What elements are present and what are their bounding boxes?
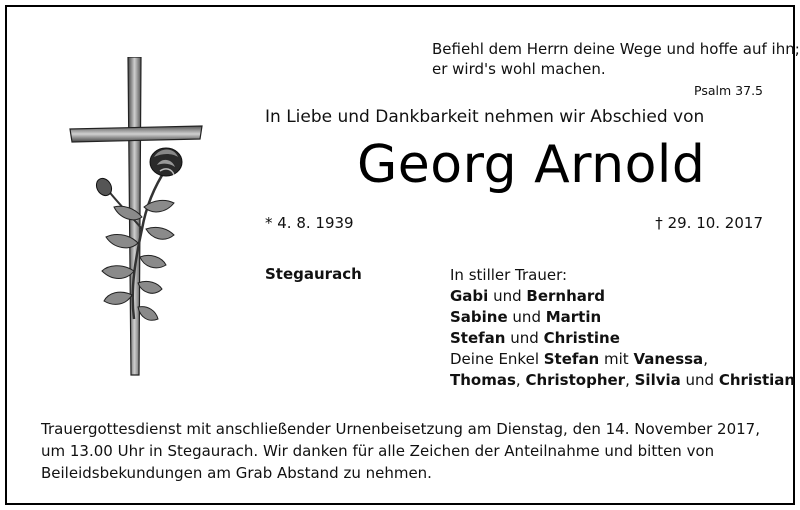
connector-text: und: [680, 371, 719, 389]
rose-icon: [150, 148, 182, 176]
intro-text: In Liebe und Dankbarkeit nehmen wir Abschied von: [265, 107, 705, 127]
mourner-name: Bernhard: [526, 287, 606, 305]
motto-line: Befiehl dem Herrn deine Wege und hoffe auf ihn;: [432, 40, 800, 58]
connector-text: und: [488, 287, 527, 305]
mourner-name: Martin: [545, 308, 602, 326]
birth-date: * 4. 8. 1939: [265, 214, 354, 232]
connector-text: und: [505, 329, 544, 347]
mourners-list: [450, 265, 795, 391]
connector-text: ,: [703, 350, 708, 368]
mourner-name: Christopher: [525, 371, 626, 389]
connector-text: und: [507, 308, 546, 326]
place-name: Stegaurach: [265, 265, 362, 283]
notice-line: Beileidsbekundungen am Grab Abstand zu nehmen.: [41, 464, 432, 482]
connector-text: Deine Enkel: [450, 350, 544, 368]
mourner-line: [450, 307, 795, 328]
mourner-name: Thomas: [450, 371, 516, 389]
mourner-name: Silvia: [634, 371, 681, 389]
mourner-name: Sabine: [450, 308, 508, 326]
mourner-line: [450, 286, 795, 307]
service-notice: [41, 418, 760, 484]
mourners-heading: In stiller Trauer:: [450, 266, 568, 284]
obituary-frame: [5, 5, 800, 505]
notice-line: um 13.00 Uhr in Stegaurach. Wir danken für alle Zeichen der Anteilnahme und bitten von: [41, 442, 715, 460]
mourner-name: Christine: [543, 329, 620, 347]
motto-line: er wird's wohl machen.: [432, 60, 606, 78]
connector-text: ,: [625, 371, 635, 389]
connector-text: mit: [599, 350, 634, 368]
motto-quote: [432, 39, 800, 79]
mourner-line: [450, 328, 795, 349]
mourner-name: Vanessa: [633, 350, 704, 368]
deceased-name: Georg Arnold: [357, 135, 706, 195]
notice-line: Trauergottesdienst mit anschließender Urnenbeisetzung am Dienstag, den 14. November 2017,: [41, 420, 760, 438]
connector-text: ,: [515, 371, 526, 389]
mourner-name: Stefan: [543, 350, 600, 368]
mourner-line: [450, 349, 795, 370]
motto-source: Psalm 37.5: [694, 83, 763, 98]
cross-with-rose-icon: [62, 57, 212, 392]
mourner-name: Gabi: [450, 287, 489, 305]
mourner-line: [450, 370, 795, 391]
mourner-name: Stefan: [450, 329, 506, 347]
mourner-name: Christian: [718, 371, 796, 389]
death-date: † 29. 10. 2017: [655, 214, 763, 232]
